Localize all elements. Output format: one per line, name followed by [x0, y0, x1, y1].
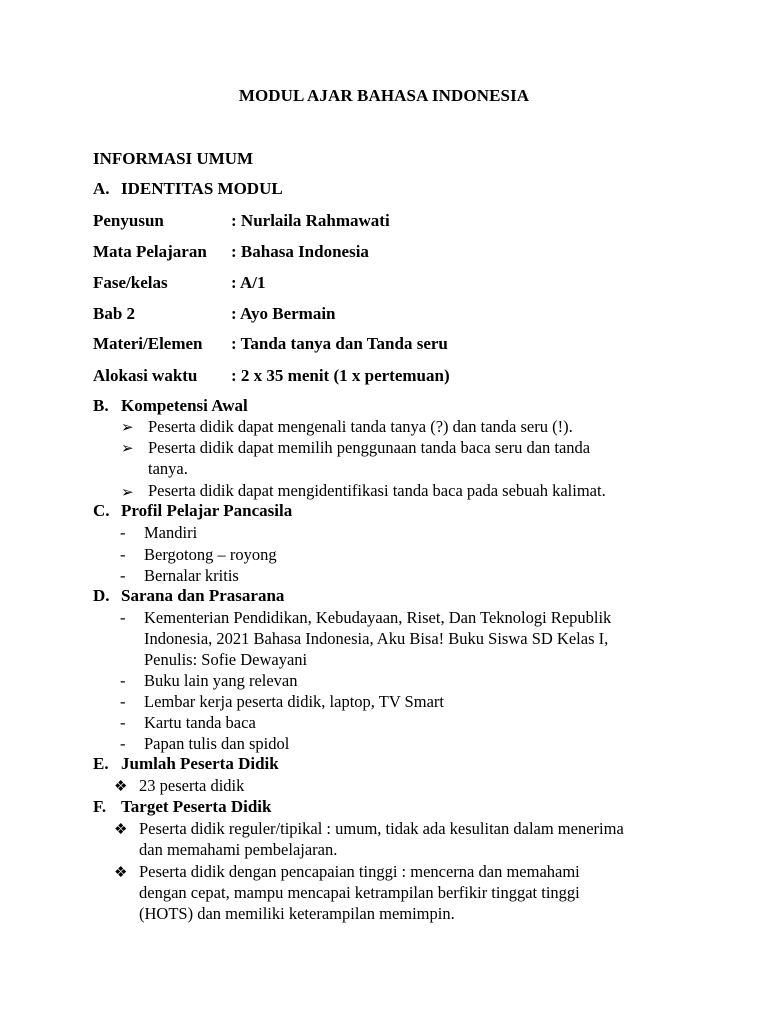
diamond-bullet-icon: ❖	[114, 865, 128, 881]
section-a-heading	[93, 179, 283, 199]
arrow-bullet-icon: ➢	[121, 441, 134, 457]
diamond-bullet-icon: ❖	[114, 822, 128, 838]
list-item-continuation: dan memahami pembelajaran.	[139, 840, 338, 859]
section-e-heading	[93, 754, 279, 774]
section-letter: F.	[93, 797, 107, 816]
list-item: Papan tulis dan spidol	[144, 734, 290, 753]
list-item-continuation: tanya.	[148, 459, 188, 478]
identitas-value: : A/1	[231, 273, 266, 292]
dash-bullet-icon: -	[120, 566, 126, 585]
dash-bullet-icon: -	[120, 713, 126, 732]
identitas-row	[93, 334, 448, 354]
identitas-value: : 2 x 35 menit (1 x pertemuan)	[231, 366, 450, 385]
section-title: Jumlah Peserta Didik	[121, 754, 279, 773]
identitas-row	[93, 242, 369, 262]
section-c-heading	[93, 501, 292, 521]
list-item: Kartu tanda baca	[144, 713, 256, 732]
dash-bullet-icon: -	[120, 523, 126, 542]
section-letter: D.	[93, 586, 110, 605]
identitas-value: : Nurlaila Rahmawati	[231, 211, 390, 230]
list-item-continuation: Indonesia, 2021 Bahasa Indonesia, Aku Bisa! Buku Siswa SD Kelas I,	[144, 629, 609, 648]
section-letter: E.	[93, 754, 109, 773]
list-item: Peserta didik dapat memilih penggunaan tanda baca seru dan tanda	[148, 438, 591, 457]
section-title: Sarana dan Prasarana	[121, 586, 285, 605]
section-b-heading	[93, 396, 248, 416]
identitas-row	[93, 211, 390, 231]
list-item: Bergotong – royong	[144, 545, 277, 564]
identitas-key: Bab 2	[93, 304, 136, 323]
identitas-key: Penyusun	[93, 211, 164, 230]
diamond-bullet-icon: ❖	[114, 779, 128, 795]
section-f-heading	[93, 797, 271, 817]
list-item-continuation: dengan cepat, mampu mencapai ketrampilan berfikir tinggat tinggi	[139, 883, 580, 902]
section-title: IDENTITAS MODUL	[121, 179, 283, 198]
dash-bullet-icon: -	[120, 671, 126, 690]
list-item: Peserta didik dapat mengenali tanda tanya (?) dan tanda seru (!).	[148, 417, 573, 436]
arrow-bullet-icon: ➢	[121, 420, 134, 436]
section-d-heading	[93, 586, 284, 606]
list-item: Mandiri	[144, 523, 198, 542]
section-letter: B.	[93, 396, 109, 415]
list-item: Peserta didik reguler/tipikal : umum, tidak ada kesulitan dalam menerima	[139, 819, 624, 838]
dash-bullet-icon: -	[120, 734, 126, 753]
identitas-value: : Ayo Bermain	[231, 304, 336, 323]
section-title: Kompetensi Awal	[121, 396, 248, 415]
arrow-bullet-icon: ➢	[121, 485, 134, 501]
identitas-key: Materi/Elemen	[93, 334, 203, 353]
list-item: Bernalar kritis	[144, 566, 239, 585]
identitas-value: : Tanda tanya dan Tanda seru	[231, 334, 448, 353]
list-item: Lembar kerja peserta didik, laptop, TV Smart	[144, 692, 444, 711]
identitas-row	[93, 366, 450, 386]
informasi-umum-heading: INFORMASI UMUM	[93, 149, 254, 168]
identitas-key: Alokasi waktu	[93, 366, 198, 385]
list-item-continuation: Penulis: Sofie Dewayani	[144, 650, 308, 669]
section-title: Profil Pelajar Pancasila	[121, 501, 293, 520]
identitas-row	[93, 273, 265, 293]
list-item: Peserta didik dengan pencapaian tinggi : mencerna dan memahami	[139, 862, 580, 881]
list-item: Kementerian Pendidikan, Kebudayaan, Riset, Dan Teknologi Republik	[144, 608, 612, 627]
dash-bullet-icon: -	[120, 545, 126, 564]
dash-bullet-icon: -	[120, 692, 126, 711]
list-item: Buku lain yang relevan	[144, 671, 298, 690]
list-item: 23 peserta didik	[139, 776, 245, 795]
section-letter: A.	[93, 179, 110, 198]
identitas-row	[93, 304, 336, 324]
list-item-continuation: (HOTS) dan memiliki keterampilan memimpin.	[139, 904, 455, 923]
dash-bullet-icon: -	[120, 608, 126, 627]
document-title: MODUL AJAR BAHASA INDONESIA	[238, 86, 530, 105]
identitas-key: Fase/kelas	[93, 273, 168, 292]
identitas-key: Mata Pelajaran	[93, 242, 207, 261]
list-item: Peserta didik dapat mengidentifikasi tanda baca pada sebuah kalimat.	[148, 481, 606, 500]
section-letter: C.	[93, 501, 110, 520]
section-title: Target Peserta Didik	[121, 797, 272, 816]
identitas-value: : Bahasa Indonesia	[231, 242, 369, 261]
